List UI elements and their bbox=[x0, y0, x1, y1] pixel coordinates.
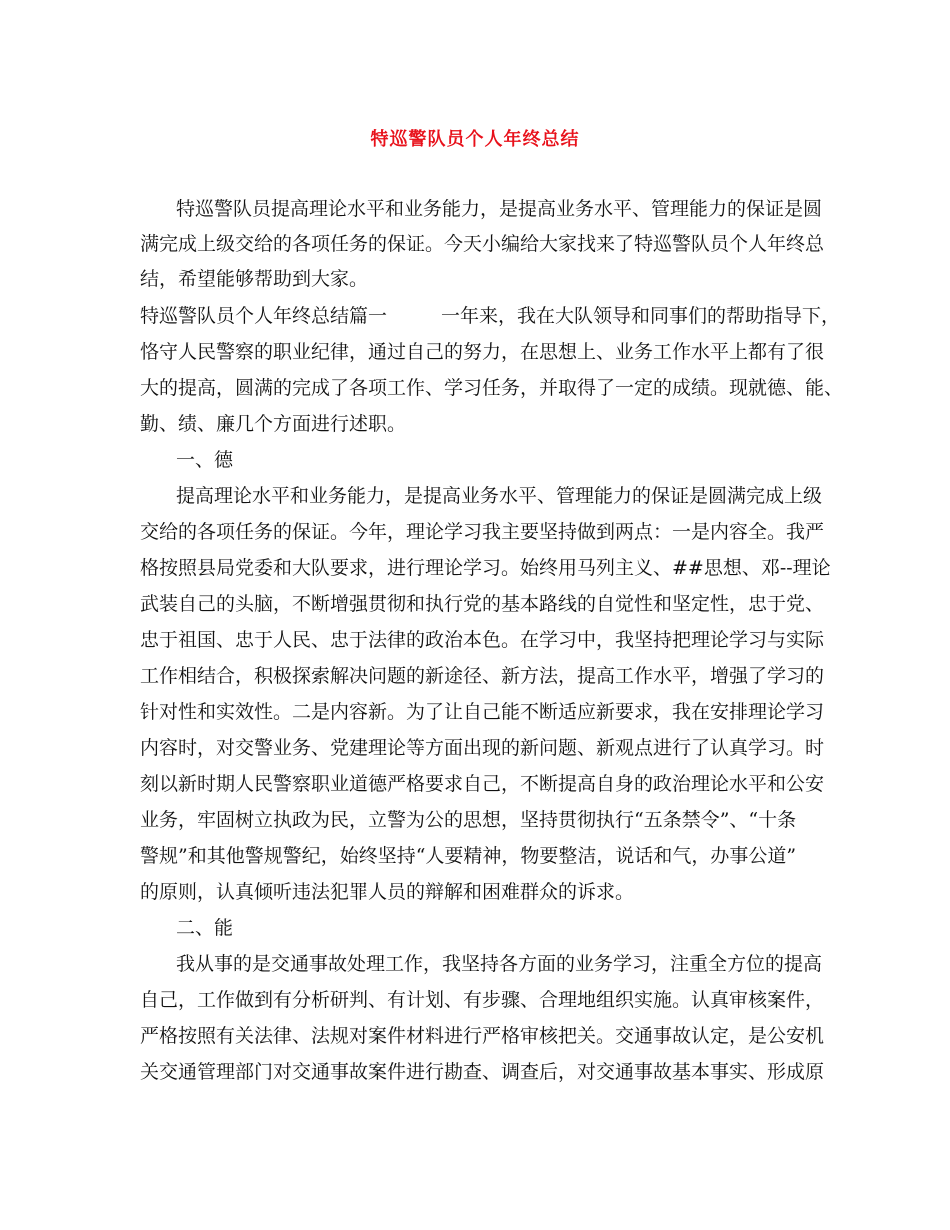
document-title: 特巡警队员个人年终总结 bbox=[370, 129, 580, 150]
paragraph-line: 恪守人民警察的职业纪律，通过自己的努力，在思想上、业务工作水平上都有了很 bbox=[140, 341, 825, 363]
paragraph-line: 针对性和实效性。二是内容新。为了让自己能不断适应新要求，我在安排理论学习 bbox=[140, 701, 825, 723]
section-heading: 二、能 bbox=[176, 917, 234, 939]
paragraph-line: 忠于祖国、忠于人民、忠于法律的政治本色。在学习中，我坚持把理论学习与实际 bbox=[140, 629, 825, 651]
paragraph-line: 刻以新时期人民警察职业道德严格要求自己，不断提高自身的政治理论水平和公安 bbox=[140, 773, 825, 795]
section-heading: 一、德 bbox=[176, 449, 234, 471]
paragraph-line: 关交通管理部门对交通事故案件进行勘查、调查后，对交通事故基本事实、形成原 bbox=[140, 1061, 825, 1083]
paragraph-line: 自己，工作做到有分析研判、有计划、有步骤、合理地组织实施。认真审核案件， bbox=[140, 989, 825, 1011]
paragraph-line: 大的提高，圆满的完成了各项工作、学习任务，并取得了一定的成绩。现就德、能、 bbox=[140, 377, 844, 399]
paragraph-line: 结，希望能够帮助到大家。 bbox=[140, 268, 369, 290]
paragraph-line: 业务，牢固树立执政为民，立警为公的思想，坚持贯彻执行“五条禁令”、“十条 bbox=[140, 809, 797, 831]
paragraph-line: 交给的各项任务的保证。今年，理论学习我主要坚持做到两点：一是内容全。我严 bbox=[140, 521, 825, 543]
paragraph-text: 一年来，我在大队领导和同事们的帮助指导下， bbox=[441, 305, 841, 327]
paragraph-line: 武装自己的头脑，不断增强贯彻和执行党的基本路线的自觉性和坚定性，忠于党、 bbox=[140, 593, 825, 615]
paragraph-line: 勤、绩、廉几个方面进行述职。 bbox=[140, 413, 407, 435]
paragraph-line: 内容时，对交警业务、党建理论等方面出现的新问题、新观点进行了认真学习。时 bbox=[140, 737, 825, 759]
paragraph-line: 工作相结合，积极探索解决问题的新途径、新方法，提高工作水平，增强了学习的 bbox=[140, 665, 825, 687]
paragraph-line: 提高理论水平和业务能力，是提高业务水平、管理能力的保证是圆满完成上级 bbox=[176, 485, 823, 507]
paragraph-line: 的原则，认真倾听违法犯罪人员的辩解和困难群众的诉求。 bbox=[140, 881, 635, 903]
section-heading-line bbox=[140, 304, 840, 328]
paragraph-line: 严格按照有关法律、法规对案件材料进行严格审核把关。交通事故认定，是公安机 bbox=[140, 1025, 825, 1047]
paragraph-line: 我从事的是交通事故处理工作，我坚持各方面的业务学习，注重全方位的提高 bbox=[176, 953, 823, 975]
paragraph-line: 满完成上级交给的各项任务的保证。今天小编给大家找来了特巡警队员个人年终总 bbox=[140, 233, 825, 255]
paragraph-line: 格按照县局党委和大队要求，进行理论学习。始终用马列主义、##思想、邓--理论 bbox=[140, 557, 831, 579]
section-heading: 特巡警队员个人年终总结篇一 bbox=[140, 305, 388, 327]
paragraph-line: 警规”和其他警规警纪，始终坚持“人要精神，物要整洁，说话和气，办事公道” bbox=[140, 845, 797, 867]
paragraph-line: 特巡警队员提高理论水平和业务能力，是提高业务水平、管理能力的保证是圆 bbox=[176, 198, 823, 220]
